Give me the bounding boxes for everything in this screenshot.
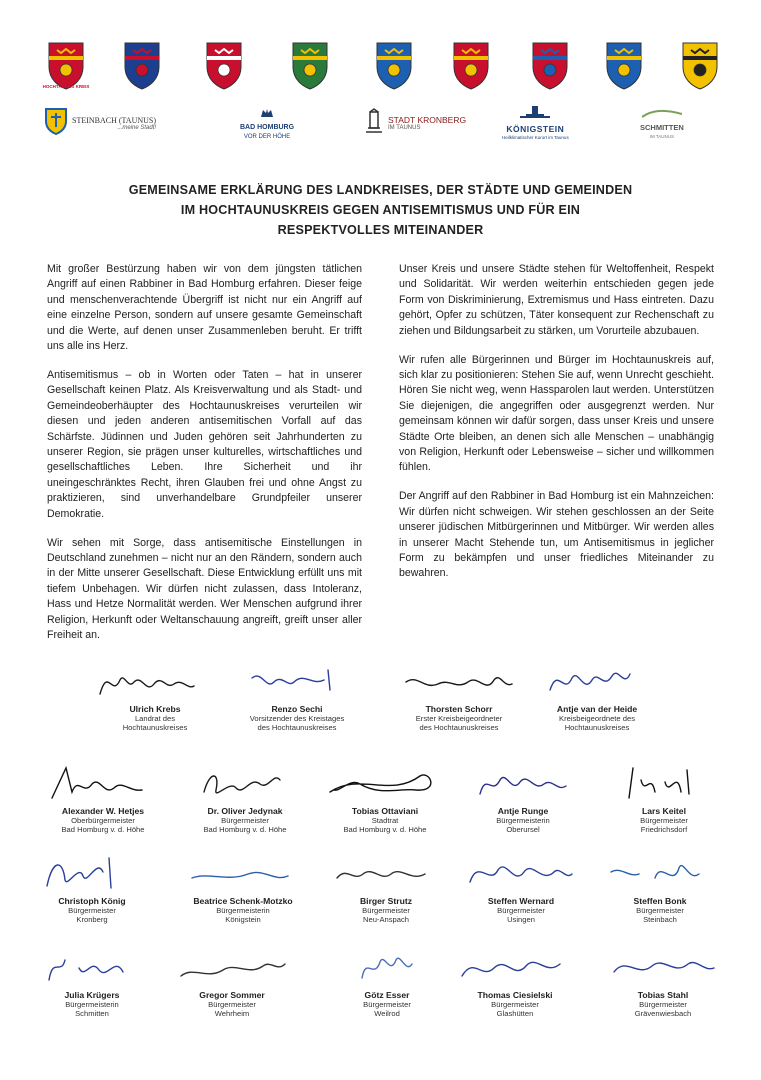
signature (28, 762, 178, 835)
signatory-role: Bürgermeisterin (496, 816, 550, 825)
signatory-name: Tobias Stahl (637, 990, 689, 1000)
signature (448, 762, 598, 835)
signatory-role: Schmitten (75, 1009, 109, 1019)
signature (17, 852, 167, 925)
signatory-role: Bürgermeister (639, 1000, 687, 1009)
signature (311, 852, 461, 925)
paragraph: Wir rufen alle Bürgerinnen und Bürger im Hochtaunuskreis auf, sich klar zu positionieren: Stehen Sie auf, wenn Unrecht geschieht. Hören Sie nicht weg, wenn Hassparolen laut werden. Unterstützen Sie diejenigen, die angegriffen oder ausgegrenzt werden. Nur gemeinsam können wir dafür sorgen, dass unser Kreis und unsere Städte Orte bleiben, an denen sich alle Menschen – unabhängig von Religion, Herkunft oder Lebensweise – sicher und willkommen fühlen. (399, 353, 714, 474)
neu-anspach-crest-icon (530, 40, 570, 92)
handwritten-signature-icon (38, 762, 168, 806)
signatory-name: Julia Krügers (64, 990, 120, 1000)
signatory-role: Bürgermeister (640, 816, 688, 825)
signatory-name: Antje van der Heide (556, 704, 638, 714)
kronberg-logo (364, 103, 466, 143)
signatory-role: Landrat des (134, 714, 176, 723)
handwritten-signature-icon (320, 762, 450, 806)
handwritten-signature-icon (90, 660, 220, 704)
handwritten-signature-icon (322, 946, 452, 990)
signature (589, 762, 739, 835)
steinbach-logo-icon (44, 107, 68, 140)
koenigstein-logo-icon (518, 105, 552, 124)
signatory-role: Steinbach (643, 915, 677, 925)
handwritten-signature-icon (178, 852, 308, 896)
signatory-role: Glashütten (496, 1009, 534, 1019)
koenigstein-logo (502, 103, 569, 143)
signatory-role: Königstein (225, 915, 261, 925)
signatory-name: Beatrice Schenk-Motzko (193, 896, 293, 906)
signature (17, 946, 167, 1019)
signatory-role: Bürgermeisterin (65, 1000, 119, 1009)
steinbach-logo (44, 103, 156, 143)
signatory-role: Bad Homburg v. d. Höhe (61, 825, 145, 835)
signatory-name: Steffen Wernard (487, 896, 555, 906)
signatory-role: Neu-Anspach (362, 915, 409, 925)
kronberg-sub: IM TAUNUS (388, 124, 421, 131)
signatory-name: Dr. Oliver Jedynak (207, 806, 283, 816)
title-line-2: IM HOCHTAUNUSKREIS GEGEN ANTISEMITISMUS UND FÜR EIN (180, 203, 581, 217)
signatory-role: Oberursel (506, 825, 540, 835)
signatory-role: Bad Homburg v. d. Höhe (203, 825, 287, 835)
handwritten-signature-icon (450, 946, 580, 990)
crest-row (40, 40, 730, 98)
handwritten-signature-icon (458, 762, 588, 806)
signatory-name: Ulrich Krebs (129, 704, 181, 714)
steinbach-sub: ...meine Stadt! (117, 124, 157, 131)
wehrheim-crest-icon (451, 40, 491, 92)
signatory-role: Bürgermeister (363, 1000, 411, 1009)
signatory-role: Erster Kreisbeigeordneter (415, 714, 503, 723)
bad-homburg-crest-icon (122, 40, 162, 92)
signatory-name: Gregor Sommer (199, 990, 265, 1000)
signatory-role: des Hochtaunuskreises (419, 723, 499, 733)
signatory-role: Weilrod (374, 1009, 400, 1019)
signature (522, 660, 672, 733)
signatory-role: Oberbürgermeister (71, 816, 135, 825)
kronberg-name: STADT KRONBERG (388, 114, 467, 125)
signatory-role: Bürgermeister (362, 906, 410, 915)
bad-homburg-logo (240, 103, 294, 143)
handwritten-signature-icon (167, 946, 297, 990)
signature (440, 946, 590, 1019)
signature (170, 762, 320, 835)
usingen-crest-icon (374, 40, 414, 92)
handwritten-signature-icon (232, 660, 362, 704)
handwritten-signature-icon (595, 852, 725, 896)
koenigstein-name: KÖNIGSTEIN (506, 123, 565, 134)
signatory-role: Stadtrat (371, 816, 399, 825)
signature (80, 660, 230, 733)
title-line-1: GEMEINSAME ERKLÄRUNG DES LANDKREISES, DER STÄDTE UND GEMEINDEN (128, 183, 633, 197)
signature (310, 762, 460, 835)
schmitten-logo (640, 103, 684, 143)
bad-homburg-sub: VOR DER HÖHE (243, 134, 291, 140)
signatory-role: Bürgermeisterin (216, 906, 270, 915)
handwritten-signature-icon (321, 852, 451, 896)
signature (446, 852, 596, 925)
koenigstein-sub: Heilklimatischer Kurort im Taunus (502, 134, 569, 140)
title-line-3: RESPEKTVOLLES MITEINANDER (277, 223, 484, 237)
signatory-role: Wehrheim (214, 1009, 250, 1019)
signatory-name: Alexander W. Hetjes (61, 806, 145, 816)
steinbach-name: STEINBACH (TAUNUS) (72, 115, 157, 125)
bad-homburg-logo-icon (260, 105, 274, 123)
paragraph: Mit großer Bestürzung haben wir von dem jüngsten tätlichen Angriff auf einen Rabbiner in Bad Homburg erfahren. Dieser feige und menschenverachtende Übergriff ist nicht nur ein Angriff auf eine einzelne Person, sondern auf unsere gesamte Gemeinschaft und die Werte, auf denen unser Zusammenleben beruht. Er trifft uns alle ins Herz. (47, 263, 362, 353)
signatory-role: Hochtaunuskreises (122, 723, 188, 733)
handwritten-signature-icon (394, 660, 524, 704)
signatory-role: Kreisbeigeordnete des (559, 714, 635, 723)
handwritten-signature-icon (456, 852, 586, 896)
signatory-name: Birger Strutz (359, 896, 413, 906)
weilrod-crest-icon (604, 40, 644, 92)
signatory-role: Bürgermeister (497, 906, 545, 915)
signatory-name: Thorsten Schorr (425, 704, 493, 714)
handwritten-signature-icon (598, 946, 728, 990)
signatory-name: Antje Runge (497, 806, 549, 816)
signature (222, 660, 372, 733)
signatory-role: Friedrichsdorf (640, 825, 688, 835)
signature (585, 852, 735, 925)
signatory-role: Bürgermeister (636, 906, 684, 915)
signatory-role: Usingen (507, 915, 535, 925)
signatory-role: Bürgermeister (68, 906, 116, 915)
handwritten-signature-icon (599, 762, 729, 806)
signature (588, 946, 738, 1019)
graevenwiesbach-crest-icon (680, 40, 720, 92)
signatory-role: Bürgermeister (221, 816, 269, 825)
signature (384, 660, 534, 733)
signatory-name: Lars Keitel (642, 806, 686, 816)
signatory-role: Grävenwiesbach (634, 1009, 692, 1019)
signatory-role: Vorsitzender des Kreistages (249, 714, 345, 723)
declaration-title (60, 180, 701, 240)
signatory-name: Götz Esser (364, 990, 410, 1000)
left-column (47, 262, 362, 657)
signatory-role: des Hochtaunuskreises (257, 723, 337, 733)
signatory-name: Renzo Sechi (271, 704, 323, 714)
paragraph: Wir sehen mit Sorge, dass antisemitische Einstellungen in Deutschland zunehmen – nicht nur an den Rändern, sondern auch in der Mitte unserer Gesellschaft. Diese Entwicklung erfüllt uns mit tiefem Unbehagen. Wir dürfen nicht zulassen, dass Intoleranz, Hass und Hetze Normalität werden. Wer Menschen aufgrund ihrer Religion, Herkunft oder Weltanschauung angreift, greift unser aller Freiheit an. (47, 536, 362, 641)
handwritten-signature-icon (27, 946, 157, 990)
signatory-role: Hochtaunuskreises (564, 723, 630, 733)
signatory-name: Christoph König (58, 896, 126, 906)
signatory-role: Kronberg (76, 915, 108, 925)
handwritten-signature-icon (532, 660, 662, 704)
signature (168, 852, 318, 925)
signatory-name: Steffen Bonk (633, 896, 687, 906)
schmitten-logo-icon (642, 105, 682, 123)
town-logo-row (40, 103, 730, 143)
signature (157, 946, 307, 1019)
schmitten-name: SCHMITTEN (640, 123, 684, 132)
oberursel-crest-icon (204, 40, 244, 92)
signatory-role: Bürgermeister (208, 1000, 256, 1009)
handwritten-signature-icon (27, 852, 157, 896)
handwritten-signature-icon (180, 762, 310, 806)
hochtaunuskreis-label: HOCHTAUNUS KREIS (42, 84, 90, 89)
paragraph: Unser Kreis und unsere Städte stehen für Weltoffenheit, Respekt und Solidarität. Wir werden weiterhin entschieden gegen jede Form von Diskriminierung, Extremismus und Hass eintreten. Dazu gehört, Opfer zu schützen, Täter konsequent zur Rechenschaft zu ziehen und Bildungsarbeit zu stärken, um Vorurteile abzubauen. (399, 263, 714, 337)
paragraph: Antisemitismus – ob in Worten oder Taten – hat in unserer Gesellschaft keinen Platz. Als Kreisverwaltung und als Stadt- und Gemeindeoberhäupter des Hochtaunuskreises verurteilen wir diesen und jeden anderen antisemitischen Vorfall auf das Schärfste. Jüdinnen und Juden gehören seit Jahrhunderten zu unserer Region, sie prägen unser kulturelles, wirtschaftliches und gesellschaftliches Leben. Ihre Sicherheit und ihr uneingeschränktes Recht, ihren Glauben frei und ohne Angst zu praktizieren, sind unverhandelbare Grundpfeiler unserer Demokratie. (47, 368, 362, 520)
friedrichsdorf-crest-icon (290, 40, 330, 92)
bad-homburg-name: BAD HOMBURG (240, 124, 295, 131)
schmitten-sub: IM TAUNUS (649, 134, 675, 139)
signatory-name: Thomas Ciesielski (477, 990, 553, 1000)
signatory-role: Bad Homburg v. d. Höhe (343, 825, 427, 835)
right-column (399, 262, 714, 595)
signatory-role: Bürgermeister (491, 1000, 539, 1009)
paragraph: Der Angriff auf den Rabbiner in Bad Homburg ist ein Mahnzeichen: Wir dürfen nicht schweigen. Wir stehen geschlossen an der Seite unserer jüdischen Mitbürgerinnen und Mitbürger. Wir werden alles in unserer Macht Stehende tun, um Antisemitismus in jeglicher Form zu bekämpfen und unser friedliches Miteinander zu bewahren. (399, 490, 714, 580)
signatory-name: Tobias Ottaviani (351, 806, 419, 816)
kronberg-logo-icon (364, 108, 384, 139)
